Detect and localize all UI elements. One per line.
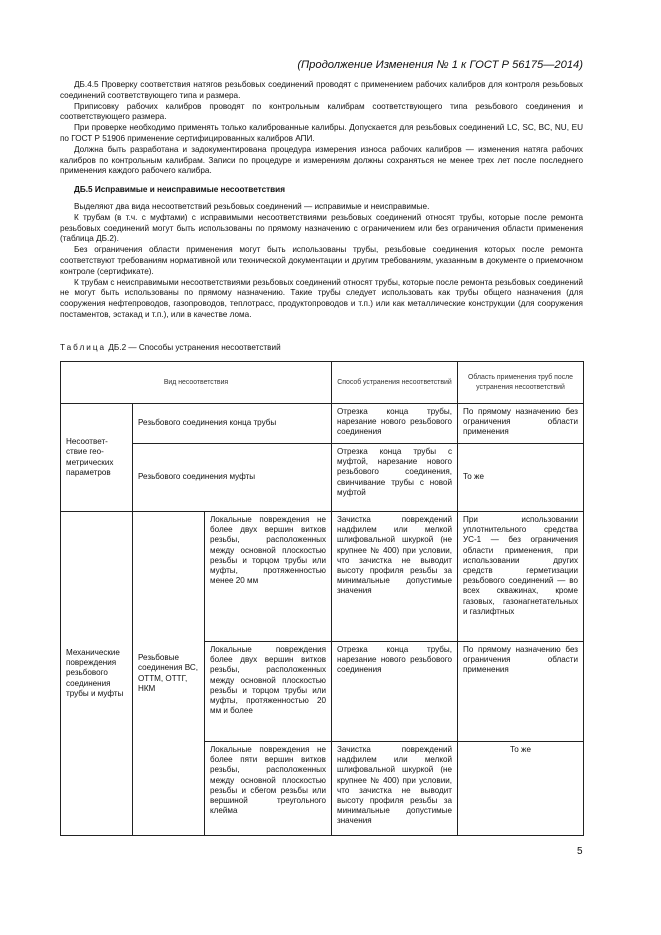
paragraph: Выделяют два вида несоответствий резьбовых соединений — исправимые и неисправимые. — [74, 201, 430, 211]
area-cell: То же — [458, 444, 584, 512]
paragraph: Должна быть разработана и задокументирована процедура измерения износа рабочих калибров — изменения натяга рабочих калибров по контрольным калибрам. Записи по процедуре и измерениям должны сохраняться не менее трех лет после последнего применения каждого рабочего калибра. — [60, 144, 583, 176]
kind-cell: Резьбового соединения конца трубы — [133, 404, 332, 444]
table-row — [61, 404, 584, 444]
paragraph: ДБ.4.5 Проверку соответствия натягов резьбовых соединений проводят с применением рабочих калибров для контроля резьбовых соединений соответствующего типа и размера. — [60, 80, 583, 100]
area-cell: По прямому назначению без ограничения области применения — [458, 642, 584, 742]
area-cell: То же — [458, 742, 584, 836]
kind-cell: Локальные повреждения не более пяти вершин витков резьбы, расположенных между основной плоскостью резьбы и сбегом резьбы или вершиной треугольного клейма — [205, 742, 332, 836]
nonconformity-table — [60, 361, 584, 836]
mech-category-cell: Механические повреждения резьбового соединения трубы и муфты — [61, 512, 133, 836]
paragraph: При проверке необходимо применять только калиброванные калибры. Допускается для резьбовых соединений LC, SC, BC, NU, EU по ГОСТ Р 51906 применение сертифицированных калибров АПИ. — [60, 123, 583, 143]
method-cell: Зачистка повреждений надфилем или мелкой шлифовальной шкуркой (не крупнее № 400) при условии, что зачистка не выводит высоту профиля резьбы за минимальные допустимые значения — [332, 742, 458, 836]
table-caption-word: Таблица — [60, 343, 107, 352]
method-cell: Отрезка конца трубы, нарезание нового резьбового соединения — [332, 404, 458, 444]
table-row — [61, 444, 584, 512]
paragraph: Приписовку рабочих калибров проводят по контрольным калибрам соответствующего типа резьбового соединения и соответствующего размера. — [60, 101, 583, 122]
method-cell: Отрезка конца трубы, нарезание нового резьбового соединения — [332, 642, 458, 742]
running-header: (Продолжение Изменения № 1 к ГОСТ Р 56175—2014) — [297, 59, 583, 71]
header-method: Способ устранения несоответствий — [332, 362, 458, 404]
body-text — [60, 80, 583, 321]
paragraph: К трубам с неисправимыми несоответствиями резьбовых соединений относят трубы, которые после ремонта резьбовых соединений не могут быть использованы по прямому назначению. Такие трубы следует использовать как трубы общего назначения (для сооружения нефтепроводов, газопроводов, теплотрасс, продуктопроводов и т.п.) или как металлические конструкции (для сооружения постаментов, эстакад и т.п.), или в качестве лома. — [60, 277, 583, 319]
table-caption-text: ДБ.2 — Способы устранения несоответствий — [108, 343, 281, 352]
method-cell: Зачистка повреждений надфилем или мелкой шлифовальной шкуркой (не крупнее № 400) при условии, что зачистка не выводит высоту профиля резьбы за минимальные допустимые значения — [332, 512, 458, 642]
header-area: Область применения труб после устранения несоответствий — [458, 362, 584, 404]
table-header-row — [61, 362, 584, 404]
paragraph: К трубам (в т.ч. с муфтами) с исправимыми несоответствиями резьбовых соединений относят трубы, которые после ремонта резьбовых соединений могут быть использованы по прямому назначению с ограничением или без ограничения области применения (таблица ДБ.2). — [60, 212, 583, 244]
kind-cell: Резьбового соединения муфты — [133, 444, 332, 512]
thread-type-cell: Резьбовые соединения ВС, ОТТМ, ОТТГ, НКМ — [133, 512, 205, 836]
geo-category-cell: Несоответ-ствие гео-метрических параметров — [61, 404, 133, 512]
area-cell: По прямому назначению без ограничения области применения — [458, 404, 584, 444]
table-row — [61, 512, 584, 642]
area-cell: При использовании уплотнительного средства УС-1 — без ограничения области применения, при использовании других средств герметизации резьбового соединений — во всех скважинах, кроме газовых, газонагнетательных и газлифтных — [458, 512, 584, 642]
method-cell: Отрезка конца трубы с муфтой, нарезание нового резьбового соединения, свинчивание трубы с новой муфтой — [332, 444, 458, 512]
kind-cell: Локальные повреждения не более двух вершин витков резьбы, расположенных между основной плоскостью резьбы и торцом трубы или муфты, протяженностью менее 20 мм — [205, 512, 332, 642]
header-kind: Вид несоответствия — [61, 362, 332, 404]
paragraph: Без ограничения области применения могут быть использованы трубы, резьбовые соединения которых после ремонта соответствуют требованиям нормативной или технической документации и другим требованиям, указанным в документе о приемочном контроле (сертификате). — [60, 245, 583, 276]
section-title: ДБ.5 Исправимые и неисправимые несоответствия — [74, 185, 285, 195]
table-caption — [60, 343, 281, 352]
kind-cell: Локальные повреждения более двух вершин витков резьбы, расположенных между основной плоскостью резьбы и торцом трубы или муфты, протяженностью 20 мм и более — [205, 642, 332, 742]
page-number: 5 — [577, 846, 583, 857]
